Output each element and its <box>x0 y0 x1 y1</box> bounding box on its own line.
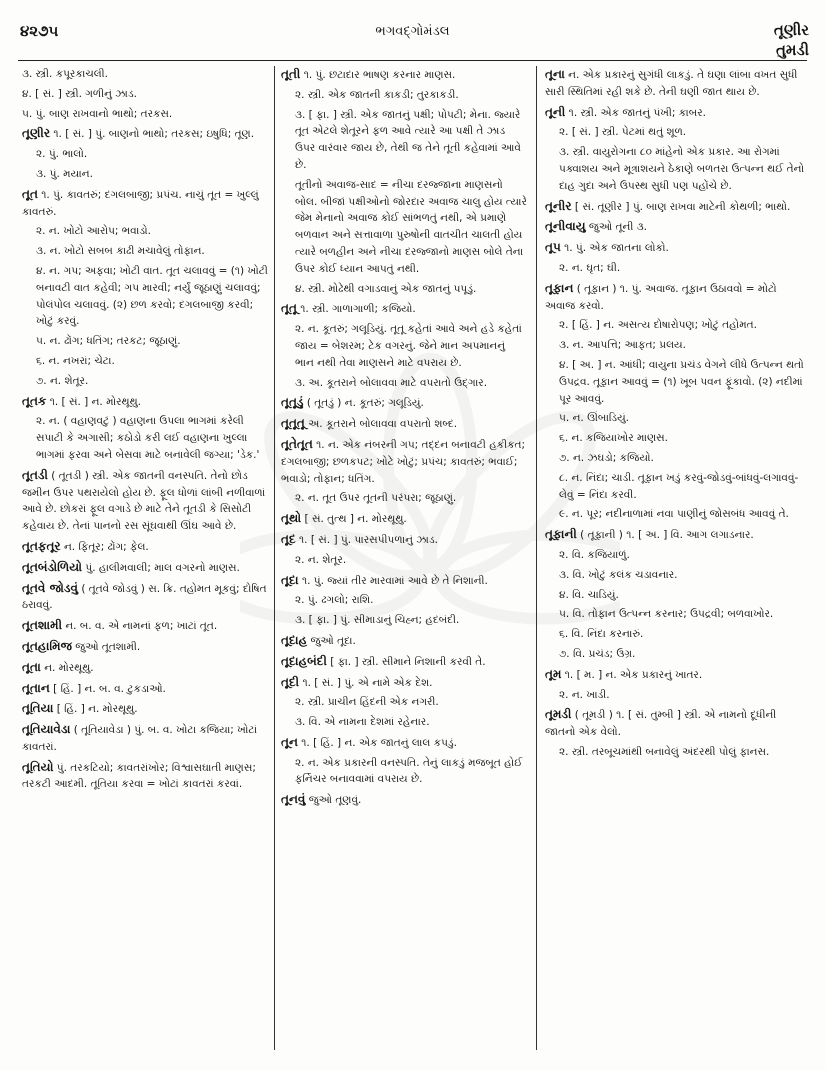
dictionary-entry <box>22 680 268 698</box>
entry-sense <box>545 357 807 407</box>
entry-definition: ૧. પું. જ્યાં તીર મારવામાં આવે છે તે નિશાની. <box>298 574 488 587</box>
entry-sense <box>545 567 807 584</box>
entry-sense <box>545 744 807 761</box>
entry-definition: ૧. સ્ત્રી. ગાળાગાળી; કજિયો. <box>296 303 416 316</box>
entry-headword: તૂતબંડોળિયો <box>22 559 83 574</box>
dictionary-entry <box>281 791 527 809</box>
entry-definition: ૨. ન. ખાડી. <box>559 688 610 701</box>
dictionary-entry <box>545 218 807 236</box>
entry-definition: જુઓ તૂતશામી. <box>71 640 141 653</box>
entry-headword: તૂતાન <box>22 680 50 695</box>
entry-headword: તૂમડી <box>545 707 572 722</box>
dictionary-entry <box>545 66 807 101</box>
entry-definition: ૧. [ સં. ] પું. બાણનો ભાથો; તરકસ; ઇષુધિ; તૂણ. <box>50 128 255 141</box>
entry-definition: ન. મોરથૂથુ. <box>40 661 94 674</box>
entry-headword: તૂણીર <box>22 126 51 141</box>
guide-words <box>774 20 809 60</box>
entry-definition: ૨. [ હિં. ] ન. અસત્ય દોષારોપણ; ખોટું તહોમત. <box>559 319 757 332</box>
entry-definition: ૩. [ ફા. ] પું. સીમાડાનું ચિહ્ન; હદબંદી. <box>295 614 460 627</box>
entry-sense <box>22 146 268 163</box>
dictionary-entry <box>22 617 268 635</box>
entry-headword: તૂતૂતૂ <box>281 416 305 431</box>
entry-definition: જુઓ તૂની ૩. <box>585 221 647 234</box>
entry-definition: ૧. [ સં. ] પું. એ નામે એક દેશ. <box>299 676 433 689</box>
dictionary-entry <box>22 125 268 143</box>
entry-definition: તૂતીનો અવાજ-સાદ = નીચા દરજ્જાના માણસનો બોલ. બીજાં પક્ષીઓનો જોરદાર અવાજ ચાલુ હોય ત્યારે જેમ મેનાનો અવાજ કોઈ સાંભળતું નથી, એ પ્રમાણે બળવાન અને સત્તાવાળા પુરુષોની વાતચીત ચાલતી હોય ત્યારે બળહીન અને નીચા દરજ્જાનો માણસ બોલે તેના ઉપર કોઈ ધ્યાન આપતું નથી. <box>295 178 527 275</box>
dictionary-entry <box>22 393 268 411</box>
entry-definition: ૭. વિ. પ્રચંડ; ઉગ્ર. <box>559 647 636 660</box>
entry-headword: તૂદાહબંદી <box>281 653 327 668</box>
entry-sense <box>22 106 268 123</box>
entry-sense <box>281 592 527 609</box>
dictionary-entry <box>22 538 268 556</box>
entry-definition: ( તૂતડું ) ન. કૂતરું; ગલૂડિયું. <box>303 397 424 410</box>
entry-definition: [ સં. તૂણીર ] પું. બાણ રાખવા માટેની કોથળી; ભાથો. <box>571 200 791 213</box>
entry-definition: ૬. ન. નખરાં; ચેટા. <box>36 354 115 367</box>
entry-headword: તૂના <box>545 67 565 81</box>
dictionary-entry <box>281 531 527 549</box>
entry-definition: ૨. ન. ખોટો આરોપ; ભવાડો. <box>36 225 152 238</box>
entry-sense <box>545 587 807 604</box>
entry-definition: ૧. સ્ત્રી. એક જાતનું પંખી; કાબર. <box>565 106 706 119</box>
entry-headword: તૂતક <box>22 393 47 408</box>
dictionary-entry <box>22 700 268 718</box>
dictionary-entry <box>281 632 527 650</box>
guide-word-first: તૂણીર <box>773 21 809 39</box>
entry-definition: ૫. ન. ઊંબાડિયું. <box>559 412 630 425</box>
dictionary-entry <box>22 580 268 615</box>
entry-sense <box>22 373 268 390</box>
entry-definition: [ સં. તુત્થ ] ન. મોરથૂથુ. <box>301 513 407 526</box>
dictionary-entry <box>281 653 527 671</box>
entry-sense <box>22 353 268 370</box>
entry-definition: ૪. સ્ત્રી. મોઢેથી વગાડવાનું એક જાતનું પપૂડું. <box>295 282 477 295</box>
entry-sense <box>545 470 807 504</box>
entry-headword: તૂતડી <box>22 467 48 482</box>
entry-sense <box>545 506 807 523</box>
entry-headword: તૂતી <box>281 67 301 81</box>
entry-sense <box>545 687 807 704</box>
entry-headword: તૂપ <box>545 240 561 255</box>
entry-definition: ૩. સ્ત્રી. વાયુરોગના ૮૦ માંહેનો એક પ્રકાર. આ રોગમાં પક્વાશય અને મૂત્રાશયને ઠેકાણે બળતરા ઉત્પન્ન થઈ તેનો દાહ ગુદા અને ઉપસ્થ સુધી પણ પહોંચે છે. <box>559 146 805 192</box>
entry-sense <box>22 333 268 350</box>
header-rule <box>18 60 807 61</box>
entry-sense <box>545 410 807 427</box>
entry-sense <box>22 66 268 83</box>
entry-sense <box>281 490 527 507</box>
column-1 <box>22 66 268 1056</box>
entry-definition: જુઓ તૂદા. <box>307 634 356 647</box>
entry-definition: પું. તરકટિયો; કાવતરાંખોર; વિશ્વાસઘાતી માણસ; તરકટી આદમી. તૂતિયા કરવા = ખોટાં કાવતરાં કરવાં. <box>22 761 256 791</box>
dictionary-entry <box>22 659 268 677</box>
entry-definition: ૩. વિ. એ નામના દેશમાં રહેનાર. <box>295 716 430 729</box>
entry-definition: ૩. વિ. ખોટું કલંક ચડાવનાર. <box>559 568 678 581</box>
entry-definition: ૨. ન. ( વહાણવટું ) વહાણના ઉપલા ભાગમાં કરેલી સપાટી કે અગાસી; કઠોડો કરી લઈ વહાણના ખુલ્લા ભાગમાં ફરવા અને બેસવા માટે બનાવેલી જગ્યા; 'ડેક.' <box>36 415 260 461</box>
entry-sense <box>281 87 527 104</box>
entry-sense <box>545 646 807 663</box>
column-divider <box>274 66 275 1050</box>
dictionary-entry <box>281 572 527 590</box>
entry-sense <box>545 337 807 354</box>
entry-definition: ( તૂફાની ) ૧. [ અ. ] વિ. આગ લગાડનાર. <box>576 529 754 542</box>
entry-definition: ૩. ન. આપત્તિ; આફત; પ્રલય. <box>559 339 686 352</box>
entry-definition: ૩. [ ફા. ] સ્ત્રી. એક જાતનું પક્ષી; પોપટી; મેના. જ્યારે તૂત એટલે શેતૂરને ફળ આવે ત્યારે આ પક્ષી તે ઝાડ ઉપર વારંવાર જાય છે, તેથી જ તેને તૂતી કહેવામાં આવે છે. <box>295 108 521 171</box>
guide-word-last: તુમડી <box>775 41 809 59</box>
column-divider <box>536 66 537 1050</box>
entry-definition: ૧. [ સં. ] પું. પારસપીપળાનું ઝાડ. <box>295 533 438 546</box>
dictionary-entry <box>281 66 527 84</box>
entry-definition: ૧. પું. કાવતરું; દગલબાજી; પ્રપંચ. નાચું તૂત = ખુલ્લું કાવતરું. <box>22 188 259 218</box>
column-3 <box>545 66 807 1056</box>
dictionary-entry <box>281 510 527 528</box>
entry-definition: ( તૂતિયાવેડા ) પું. બ. વ. ખોટા કજિયા; ખોટાં કાવતરાં. <box>22 724 258 753</box>
entry-definition: ૧. [ સં. ] ન. મોરથૂથુ. <box>46 395 142 408</box>
dictionary-entry <box>545 666 807 684</box>
entry-sense <box>281 321 527 371</box>
dictionary-entry <box>281 436 527 487</box>
entry-sense <box>545 626 807 643</box>
entry-definition: ૮. ન. નિંદા; ચાડી. તૂફાન ખડું કરવું-જોડવું-બાંધવું-લગાવવું-લેવું = નિંદા કરવી. <box>559 471 799 501</box>
entry-definition: ૨. ન. તૂત ઉપર તૂતની પરંપરા; જૂઠાણું. <box>295 492 457 505</box>
page-title: ભગવદ્ગોમંડલ <box>375 24 450 39</box>
entry-sense <box>545 124 807 141</box>
entry-headword: તૂન <box>281 734 298 749</box>
entry-definition: ૯. ન. પૂર; નદીનાળામાં નવા પાણીનું જોસબંધ આવવું તે. <box>559 508 789 521</box>
dictionary-entry <box>545 706 807 741</box>
entry-definition: ૫. વિ. તોફાન ઉત્પન્ન કરનાર; ઉપદ્રવી; બળવાખોર. <box>559 608 774 621</box>
entry-definition: ૬. વિ. નિંદા કરનારું. <box>559 628 644 641</box>
entry-headword: તૂદા <box>281 572 299 587</box>
entry-definition: ૬. ન. કજિયાખોર માણસ. <box>559 432 668 445</box>
entry-headword: તૂતવે જોડવું <box>22 580 78 595</box>
entry-sense <box>545 547 807 564</box>
entry-definition: ( તૂફાન ) ૧. પું. અવાજ. તૂફાન ઉઠાવવો = મોટો અવાજ કરવો. <box>545 282 777 312</box>
entry-headword: તૂનવું <box>281 792 306 807</box>
entry-definition: ૨. વિ. કજિયાળું. <box>559 548 630 561</box>
entry-headword: તૂફાની <box>545 527 577 542</box>
entry-definition: ૪. [ અ. ] ન. આંધી; વાયુના પ્રચંડ વેગને લીધે ઉત્પન્ન થતો ઉપદ્રવ. તૂફાન આવવું = (૧) ખૂબ પવન ફૂંકાવો. (૨) નદીમાં પૂર આવવું. <box>559 358 804 405</box>
entry-headword: તૂતફતૂર <box>22 538 61 553</box>
entry-definition: પું. હાલીમવાલી; માલ વગરનો માણસ. <box>82 561 240 574</box>
entry-definition: ૩. સ્ત્રી. કપૂરકાચલી. <box>22 68 109 80</box>
entry-headword: તૂદ <box>281 531 296 546</box>
entry-sense <box>281 375 527 392</box>
entry-definition: ૭. ન. શેતૂર. <box>36 374 89 387</box>
entry-headword: તૂની <box>545 104 566 119</box>
entry-headword: તૂતશામી <box>22 618 63 633</box>
entry-definition: ૧. [ મ. ] ન. એક પ્રકારનું ખાતર. <box>561 668 703 681</box>
entry-definition: ૩. પું. મયાન. <box>36 167 93 180</box>
entry-sense <box>22 223 268 240</box>
entry-headword: તૂનીર <box>545 198 572 213</box>
entry-sense <box>22 263 268 330</box>
dictionary-entry <box>545 239 807 257</box>
entry-headword: તૂમ <box>545 666 562 681</box>
dictionary-entry <box>281 394 527 412</box>
entry-sense <box>281 714 527 731</box>
dictionary-entry <box>545 526 807 544</box>
entry-headword: તૂતા <box>22 659 41 674</box>
entry-definition: ન. એક પ્રકારનું સુગંધી લાકડું. તે ઘણા લાંબા વખત સુધી સારી સ્થિતિમાં રહી શકે છે. તેની ઘણી જાત થાય છે. <box>545 69 798 98</box>
entry-headword: તૂતિયા <box>22 701 54 716</box>
entry-definition: ૨. [ સં. ] સ્ત્રી. પેટમાં થતું શૂળ. <box>559 126 687 139</box>
entry-definition: ૪. [ સં. ] સ્ત્રી. ગળીનું ઝાડ. <box>22 87 137 100</box>
dictionary-entry <box>281 734 527 752</box>
entry-definition: ૭. ન. ઝઘડો; કજિયો. <box>559 451 654 464</box>
entry-definition: ( તૂતડી ) સ્ત્રી. એક જાતની વનસ્પતિ. તેનો છોડ જમીન ઉપર પથરાયેલો હોય છે. ફૂલ ધોળાં લાંબી નળીવાળાં આવે છે. છોકરાં ફૂલ વગાડે છે માટે તેને તૂતડી કે સિસોટી કહેવાય છે. તેનાં પાનનો રસ સૂંઘવાથી ઊંઘ આવે છે. <box>22 469 266 533</box>
entry-definition: અ. કૂતરાને બોલાવવા વપરાતો શબ્દ. <box>304 418 458 431</box>
entry-sense <box>281 552 527 569</box>
column-2 <box>281 66 527 1056</box>
entry-definition: ( તૂમડી ) ૧. [ સં. તુમ્બી ] સ્ત્રી. એ નામનો દૂધીની જાતનો એક વેલો. <box>545 709 777 739</box>
entry-sense <box>545 606 807 623</box>
entry-sense <box>281 177 527 278</box>
dictionary-entry <box>545 280 807 315</box>
entry-headword: તૂત <box>22 186 38 201</box>
entry-definition: ૪. વિ. ચાડિયું. <box>559 588 619 601</box>
entry-headword: તૂતૂ <box>281 301 297 316</box>
entry-sense <box>22 413 268 463</box>
entry-sense <box>22 86 268 103</box>
dictionary-entry <box>22 467 268 535</box>
entry-definition: ૧. [ હિં. ] ન. એક જાતનું લાલ કપડું. <box>297 736 457 749</box>
dictionary-entry <box>281 415 527 433</box>
entry-headword: તૂફાન <box>545 280 574 295</box>
dictionary-entry <box>22 638 268 656</box>
entry-definition: ( તૂતવે જોડવું ) સ. ક્રિ. તહોમત મૂકવું; દોષિત ઠરાવવું. <box>22 582 267 612</box>
entry-definition: ૧. પું. છટાદાર ભાષણ કરનાર માણસ. <box>300 69 456 81</box>
entry-definition: ૨. પું. ઢગલો; રાશિ. <box>295 594 374 607</box>
entry-sense <box>545 450 807 467</box>
entry-definition: ૩. ન. ખોટો સબબ કાઢી મચાવેલું તોફાન. <box>36 245 205 258</box>
entry-sense <box>281 612 527 629</box>
entry-definition: ૨. સ્ત્રી. એક જાતની કાકડી; તુરકાકડી. <box>295 88 459 101</box>
dictionary-entry <box>22 186 268 221</box>
entry-definition: ૩. અ. કૂતરાને બોલાવવા માટે વપરાતો ઉદ્ગાર. <box>295 376 488 389</box>
entry-definition: ૨. સ્ત્રી. પ્રાચીન હિંદની એક નગરી. <box>295 696 439 709</box>
entry-sense <box>545 144 807 194</box>
entry-definition: ૨. ન. એક પ્રકારની વનસ્પતિ. તેનું લાકડું મજબૂત હોઈ ફર્નિચર બનાવવામાં વપરાય છે. <box>295 756 523 786</box>
entry-headword: તૂથો <box>281 511 302 526</box>
entry-headword: તૂદી <box>281 674 300 689</box>
entry-sense <box>545 317 807 334</box>
dictionary-entry <box>22 559 268 577</box>
entry-headword: તૂનીવાયુ <box>545 219 586 234</box>
entry-sense <box>545 260 807 277</box>
entry-headword: તૂતિયો <box>22 759 54 774</box>
dictionary-entry <box>22 721 268 756</box>
dictionary-entry <box>545 104 807 122</box>
entry-sense <box>22 166 268 183</box>
entry-headword: તૂતેતૂત <box>281 436 313 451</box>
entry-headword: તૂતિયાવેડા <box>22 722 71 737</box>
entry-sense <box>281 755 527 789</box>
entry-definition: ૫. ન. ઢોંગ; ધતિંગ; તરકટ; જૂઠાણું. <box>36 335 181 348</box>
dictionary-entry <box>281 300 527 318</box>
entry-definition: ન. બ. વ. એ નામનાં ફળ; ખાટાં તૂત. <box>62 620 218 633</box>
dictionary-entry <box>545 198 807 216</box>
entry-sense <box>281 694 527 711</box>
entry-sense <box>545 430 807 447</box>
entry-definition: જુઓ તૂણવું. <box>305 794 362 807</box>
entry-definition: [ હિં. ] ન. મોરથૂથુ. <box>53 703 138 716</box>
entry-definition: ૪. ન. ગપ; અફવા; ખોટી વાત. તૂત ચલાવવું = (૧) ખોટી બનાવટી વાત કહેવી; ગપ મારવી; નર્યું જૂઠાણું ચલાવવું; પોલંપોલ ચલાવવું. (૨) છળ કરવો; દગલબાજી કરવી; ખોટું કરવું. <box>36 264 268 328</box>
entry-definition: [ ફા. ] સ્ત્રી. સીમાને નિશાની કરવી તે. <box>326 655 486 668</box>
entry-definition: [ હિં. ] ન. બ. વ. ટુકડાઓ. <box>49 682 166 695</box>
dictionary-entry <box>22 759 268 794</box>
dictionary-entry <box>281 674 527 692</box>
page-number: ૪૨૭૫ <box>20 22 59 40</box>
entry-definition: ૧. ન. એક નંબરની ગપ; તદ્દન બનાવટી હકીકત; દગલબાજી; છળકપટ; ખોટે ખોટું; પ્રપંચ; કાવતરું; ભવાઈ; ભવાડો; તોફાન; ધતિંગ. <box>281 438 525 485</box>
entry-definition: ૫. પું. બાણ રાખવાનો ભાથો; તરકસ. <box>22 107 173 120</box>
entry-definition: ૨. પું. ભાલો. <box>36 148 88 161</box>
entry-headword: તૂદાહ <box>281 632 308 647</box>
entry-sense <box>281 107 527 174</box>
entry-headword: તૂતૂડું <box>281 395 304 410</box>
entry-headword: તૂતહામિજ <box>22 638 72 653</box>
entry-sense <box>281 281 527 298</box>
entry-definition: ન. ફિતૂર; ઢોંગ; ફેલ. <box>60 540 149 553</box>
entry-definition: ૨. ન. ઘૃત; ઘી. <box>559 261 621 274</box>
entry-sense <box>22 243 268 260</box>
entry-definition: ૨. ન. કૂતરું; ગલૂડિયું. તૂતૂ કહેતાં આવે અને હડે કહેતાં જાય = બેશરમ; ટેક વગરનું. જેને માન અપમાનનું ભાન નથી તેવા માણસને માટે વપરાય છે. <box>295 323 522 369</box>
entry-definition: ૨. સ્ત્રી. તરબૂચમાંથી બનાવેલું અંદરથી પોલું ફાનસ. <box>559 745 770 758</box>
entry-definition: ૧. પું. એક જાતના લોકો. <box>560 242 669 255</box>
entry-definition: ૨. ન. શેતૂર. <box>295 553 347 566</box>
